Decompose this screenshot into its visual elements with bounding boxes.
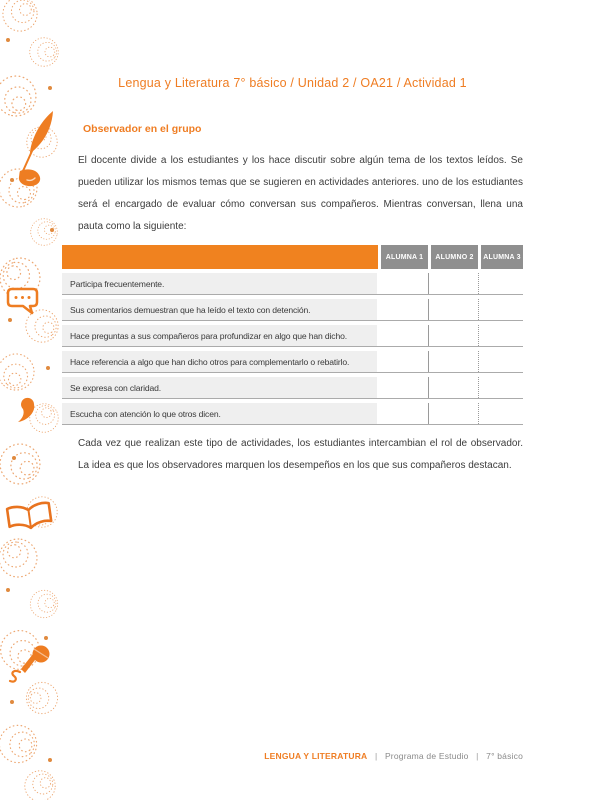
answer-cell-alumna-1 (377, 299, 428, 320)
answer-cell-alumna-3 (478, 403, 523, 424)
observation-rubric-table (62, 245, 523, 429)
answer-cell-alumna-1 (377, 403, 428, 424)
footer-program: Programa de Estudio (384, 751, 469, 761)
answer-cell-alumno-2 (428, 325, 478, 346)
answer-cell-alumna-1 (377, 351, 428, 372)
page-footer (62, 751, 523, 761)
criteria-header-cell (62, 245, 378, 269)
criterion-label: Sus comentarios demuestran que ha leído el texto con detención. (62, 299, 377, 320)
section-heading: Observador en el grupo (83, 123, 202, 135)
table-row (62, 325, 523, 347)
criterion-label: Escucha con atención lo que otros dicen. (62, 403, 377, 424)
table-row (62, 403, 523, 425)
microphone-icon (10, 646, 50, 682)
margin-doodles-svg (0, 0, 60, 800)
decorative-margin (0, 0, 60, 800)
footer-divider: | (374, 751, 378, 761)
answer-cell-alumna-1 (377, 325, 428, 346)
speech-bubble-icon (8, 289, 37, 313)
column-header-alumna-3: ALUMNA 3 (481, 245, 523, 269)
criterion-label: Hace preguntas a sus compañeros para profundizar en algo que han dicho. (62, 325, 377, 346)
answer-cell-alumna-1 (377, 273, 428, 294)
criterion-label: Participa frecuentemente. (62, 273, 377, 294)
criterion-label: Hace referencia a algo que han dicho otros para complementarlo o rebatirlo. (62, 351, 377, 372)
answer-cell-alumna-3 (478, 325, 523, 346)
page-content (62, 0, 523, 800)
column-header-alumna-1: ALUMNA 1 (381, 245, 428, 269)
answer-cell-alumna-3 (478, 273, 523, 294)
intro-paragraph: El docente divide a los estudiantes y los hace discutir sobre algún tema de los textos leídos. Se pueden utilizar los mismos temas que se sugieren en actividades anteriores. uno de los estudiantes será el encargado de evaluar cómo conversan sus compañeros. Mientras conversan, llena una pauta como la siguiente: (78, 155, 523, 232)
answer-cell-alumno-2 (428, 299, 478, 320)
table-row (62, 351, 523, 373)
footer-divider: | (476, 751, 479, 761)
table-row (62, 377, 523, 399)
answer-cell-alumno-2 (428, 403, 478, 424)
table-header-row (62, 245, 523, 269)
answer-cell-alumna-3 (478, 377, 523, 398)
comma-icon (18, 398, 34, 422)
closing-paragraph: Cada vez que realizan este tipo de actividades, los estudiantes intercambian el rol de observador. La idea es que los observadores marquen los desempeños en los que sus compañeros destacan. (78, 438, 523, 471)
footer-grade: 7° básico (486, 751, 523, 761)
criterion-label: Se expresa con claridad. (62, 377, 377, 398)
ink-drop-icon (19, 169, 40, 186)
answer-cell-alumno-2 (428, 273, 478, 294)
answer-cell-alumno-2 (428, 377, 478, 398)
table-row (62, 299, 523, 321)
feather-icon (23, 111, 53, 171)
column-header-alumno-2: ALUMNO 2 (431, 245, 478, 269)
answer-cell-alumno-2 (428, 351, 478, 372)
footer-subject: LENGUA Y LITERATURA (264, 751, 368, 761)
page-title: Lengua y Literatura 7° básico / Unidad 2 / OA21 / Actividad 1 (118, 76, 467, 90)
answer-cell-alumna-1 (377, 377, 428, 398)
answer-cell-alumna-3 (478, 351, 523, 372)
answer-cell-alumna-3 (478, 299, 523, 320)
table-row (62, 273, 523, 295)
